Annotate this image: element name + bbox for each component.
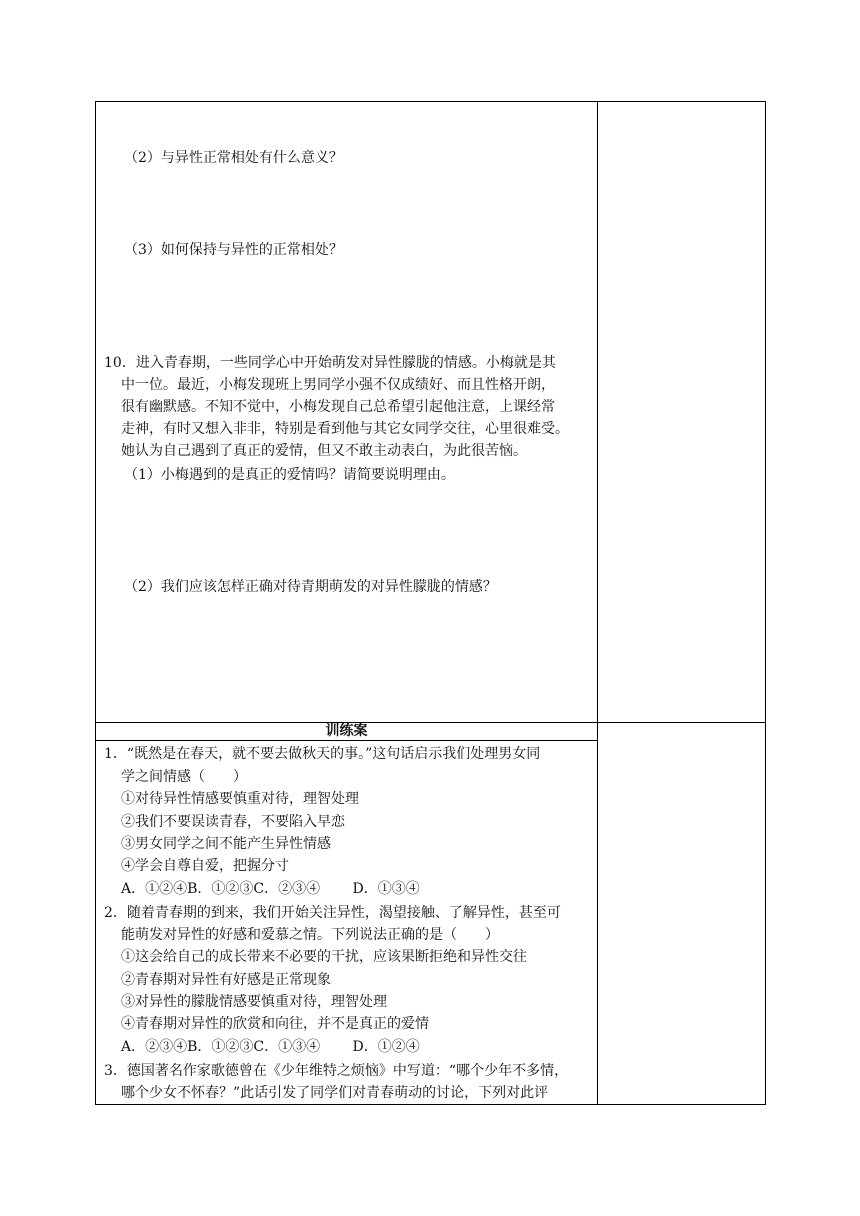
section-title-divider xyxy=(96,740,597,741)
q9-sub2-text: （2）与异性正常相处有什么意义？ xyxy=(124,150,343,166)
q2-option-1: ①这会给自己的成长带来不必要的干扰，应该果断拒绝和异性交往 xyxy=(121,949,527,965)
q1-line-1: 1．“既然是在春天，就不要去做秋天的事。”这句话启示我们处理男女同 xyxy=(104,746,541,762)
q1-option-3: ③男女同学之间不能产生异性情感 xyxy=(121,836,331,852)
q3-line-1: 3．德国著名作家歌德曾在《少年维特之烦恼》中写道：“哪个少年不多情， xyxy=(104,1063,569,1079)
q10-line-3: 很有幽默感。不知不觉中，小梅发现自己总希望引起他注意，上课经常 xyxy=(121,399,555,415)
q3-line-2: 哪个少女不怀春？”此话引发了同学们对青春萌动的讨论，下列对此评 xyxy=(121,1085,549,1101)
q1-option-2: ②我们不要误读青春，不要陷入早恋 xyxy=(121,814,345,830)
q1-choices: A．①②④B．①②③C．②③④ D．①③④ xyxy=(121,881,420,897)
q2-line-2: 能萌发对异性的好感和爱慕之情。下列说法正确的是（ ） xyxy=(121,927,499,943)
q1-option-1: ①对待异性情感要慎重对待，理智处理 xyxy=(121,791,359,807)
q9-sub3-text: （3）如何保持与异性的正常相处？ xyxy=(124,242,343,258)
column-divider xyxy=(597,102,598,1104)
q1-option-4: ④学会自尊自爱，把握分寸 xyxy=(121,858,289,874)
q1-line-2: 学之间情感（ ） xyxy=(121,769,247,785)
q2-line-1: 2．随着青春期的到来，我们开始关注异性，渴望接触、了解异性，甚至可 xyxy=(104,905,561,921)
q10-sub1-text: （1）小梅遇到的是真正的爱情吗？请简要说明理由。 xyxy=(124,467,455,483)
section-title: 训练案 xyxy=(325,723,368,739)
q10-sub2-text: （2）我们应该怎样正确对待青期萌发的对异性朦胧的情感？ xyxy=(124,579,497,595)
q2-option-4: ④青春期对异性的欣赏和向往，并不是真正的爱情 xyxy=(121,1016,429,1032)
q2-option-2: ②青春期对异性有好感是正常现象 xyxy=(121,972,331,988)
q10-line-2: 中一位。最近，小梅发现班上男同学小强不仅成绩好、而且性格开朗， xyxy=(121,377,555,393)
q10-line-4: 走神，有时又想入非非，特别是看到他与其它女同学交往，心里很难受。 xyxy=(121,421,569,437)
q2-choices: A．②③④B．①②③C．①③④ D．①②④ xyxy=(121,1039,420,1055)
q10-line-1: 10．进入青春期，一些同学心中开始萌发对异性朦胧的情感。小梅就是其 xyxy=(104,355,556,371)
q10-line-5: 她认为自己遇到了真正的爱情，但又不敢主动表白，为此很苦恼。 xyxy=(121,443,527,459)
q2-option-3: ③对异性的朦胧情感要慎重对待，理智处理 xyxy=(121,994,387,1010)
